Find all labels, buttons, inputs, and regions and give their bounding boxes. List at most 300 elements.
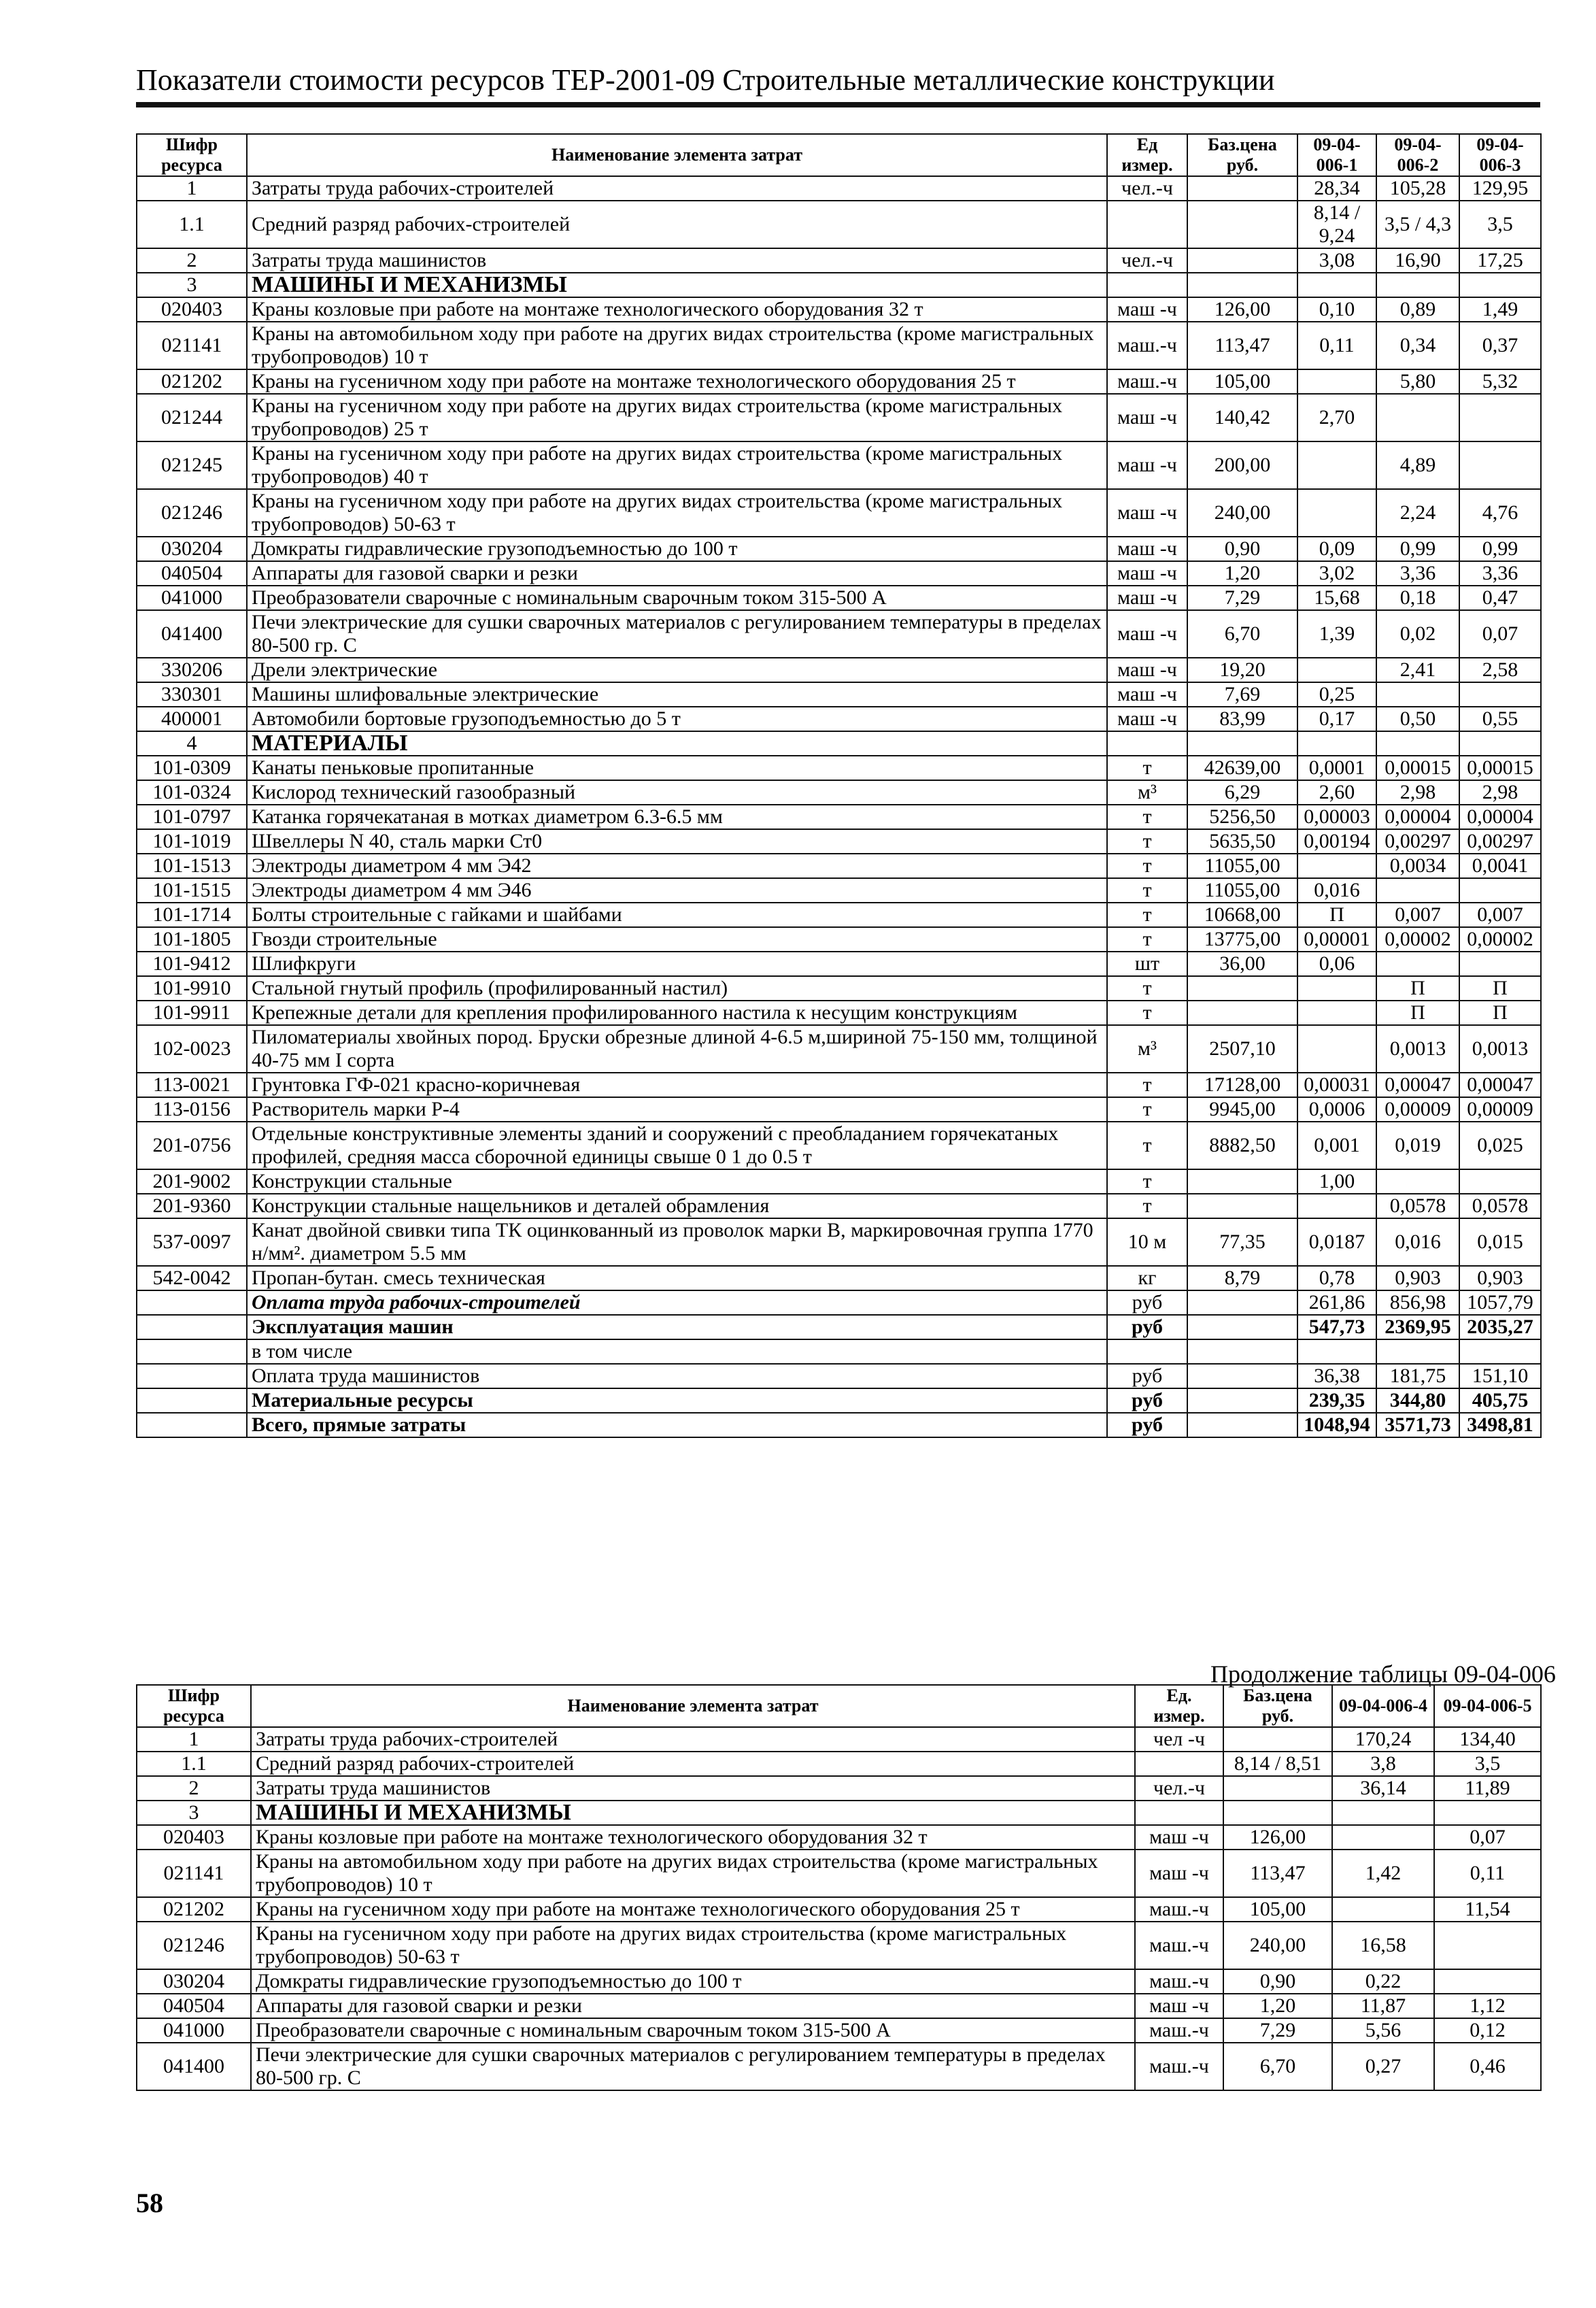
norm-value: 0,00009 (1376, 1097, 1459, 1122)
base-price: 17128,00 (1187, 1073, 1297, 1097)
unit: чел -ч (1135, 1727, 1223, 1752)
resource-name: МАШИНЫ И МЕХАНИЗМЫ (247, 273, 1107, 297)
norm-value: П (1459, 1001, 1541, 1025)
norm-value: 1,49 (1459, 297, 1541, 322)
resource-name: Автомобили бортовые грузоподъемностью до 5 т (247, 707, 1107, 731)
resource-name: Средний разряд рабочих-строителей (247, 201, 1107, 248)
base-price: 11055,00 (1187, 854, 1297, 878)
unit (1107, 273, 1187, 297)
resource-name: Преобразователи сварочные с номинальным сварочным током 315-500 А (251, 2018, 1135, 2043)
table-row (137, 1218, 1541, 1266)
unit: руб (1107, 1315, 1187, 1339)
resource-code: 101-0797 (137, 805, 247, 829)
norm-value: 0,0001 (1297, 756, 1376, 780)
norm-value (1459, 394, 1541, 441)
resource-code: 021244 (137, 394, 247, 441)
resource-code: 1 (137, 176, 247, 201)
unit: маш -ч (1107, 610, 1187, 658)
resource-code: 041400 (137, 610, 247, 658)
table-continuation-caption: Продолжение таблицы 09-04-006 (1210, 1660, 1556, 1688)
norm-value: 0,00194 (1297, 829, 1376, 854)
resource-name: Краны на гусеничном ходу при работе на других видах строительства (кроме магистральных трубопроводов) 25 т (247, 394, 1107, 441)
resource-name: Краны на гусеничном ходу при работе на других видах строительства (кроме магистральных трубопроводов) 40 т (247, 441, 1107, 489)
table-row (137, 2043, 1541, 2090)
norm-value: 3571,73 (1376, 1413, 1459, 1437)
table-row (137, 1315, 1541, 1339)
norm-value: 0,007 (1459, 903, 1541, 927)
base-price: 7,69 (1187, 682, 1297, 707)
norm-value: 0,18 (1376, 586, 1459, 610)
norm-value (1434, 1969, 1541, 1994)
resource-code: 021202 (137, 1897, 251, 1922)
norm-value: 2,70 (1297, 394, 1376, 441)
unit: маш -ч (1107, 297, 1187, 322)
norm-value: 2,24 (1376, 489, 1459, 537)
resource-name: Затраты труда машинистов (247, 248, 1107, 273)
resource-name: Затраты труда рабочих-строителей (251, 1727, 1135, 1752)
base-price: 6,29 (1187, 780, 1297, 805)
norm-value (1297, 731, 1376, 756)
table-row (137, 297, 1541, 322)
resource-name: Краны на гусеничном ходу при работе на монтаже технологического оборудования 25 т (247, 369, 1107, 394)
norm-value: 0,0034 (1376, 854, 1459, 878)
norm-value: 0,07 (1459, 610, 1541, 658)
unit: маш -ч (1135, 1994, 1223, 2018)
norm-value: 0,89 (1376, 297, 1459, 322)
resource-name: Краны на гусеничном ходу при работе на других видах строительства (кроме магистральных трубопроводов) 50-63 т (251, 1922, 1135, 1969)
norm-value: 1,12 (1434, 1994, 1541, 2018)
norm-value: 3,5 / 4,3 (1376, 201, 1459, 248)
unit: маш.-ч (1107, 369, 1187, 394)
unit: маш.-ч (1107, 322, 1187, 369)
table-row (137, 829, 1541, 854)
resource-code: 330206 (137, 658, 247, 682)
unit: маш.-ч (1135, 1922, 1223, 1969)
norm-value: 0,903 (1376, 1266, 1459, 1290)
table1-body (137, 176, 1541, 1437)
norm-value: 1048,94 (1297, 1413, 1376, 1437)
resource-code: 021246 (137, 489, 247, 537)
base-price: 5256,50 (1187, 805, 1297, 829)
table-row (137, 1752, 1541, 1776)
norm-value: 0,007 (1376, 903, 1459, 927)
column-header: 09-04-006-2 (1376, 134, 1459, 176)
resource-name: Грунтовка ГФ-021 красно-коричневая (247, 1073, 1107, 1097)
table-row (137, 1994, 1541, 2018)
norm-value: 0,00004 (1376, 805, 1459, 829)
unit: руб (1107, 1290, 1187, 1315)
unit: чел.-ч (1135, 1776, 1223, 1801)
norm-value: П (1297, 903, 1376, 927)
base-price: 113,47 (1223, 1850, 1332, 1897)
resource-name: Эксплуатация машин (247, 1315, 1107, 1339)
unit: руб (1107, 1413, 1187, 1437)
table-row (137, 1776, 1541, 1801)
resource-code: 041000 (137, 586, 247, 610)
norm-value: 16,90 (1376, 248, 1459, 273)
column-header: Баз.цена руб. (1187, 134, 1297, 176)
base-price (1187, 176, 1297, 201)
resource-name: Шлифкруги (247, 952, 1107, 976)
table-row (137, 1801, 1541, 1825)
base-price (1187, 976, 1297, 1001)
resource-code: 101-0309 (137, 756, 247, 780)
resource-name: Затраты труда рабочих-строителей (247, 176, 1107, 201)
base-price: 240,00 (1187, 489, 1297, 537)
table-row (137, 756, 1541, 780)
base-price: 42639,00 (1187, 756, 1297, 780)
table-row (137, 1850, 1541, 1897)
resource-code: 101-1805 (137, 927, 247, 952)
norm-value: 0,07 (1434, 1825, 1541, 1850)
norm-value: 0,0041 (1459, 854, 1541, 878)
table-row (137, 1388, 1541, 1413)
resource-name: Преобразователи сварочные с номинальным сварочным током 315-500 А (247, 586, 1107, 610)
table-row (137, 927, 1541, 952)
resource-name: Печи электрические для сушки сварочных материалов с регулированием температуры в пределах 80-500 гр. С (247, 610, 1107, 658)
resource-code: 030204 (137, 537, 247, 561)
resource-code: 537-0097 (137, 1218, 247, 1266)
norm-value: 0,00031 (1297, 1073, 1376, 1097)
resource-code: 040504 (137, 561, 247, 586)
norm-value: 2,60 (1297, 780, 1376, 805)
base-price: 0,90 (1187, 537, 1297, 561)
table-row (137, 1290, 1541, 1315)
norm-value: 0,00001 (1297, 927, 1376, 952)
norm-value: 3498,81 (1459, 1413, 1541, 1437)
unit: маш.-ч (1135, 1897, 1223, 1922)
page-header: Показатели стоимости ресурсов ТЕР-2001-09 Строительные металлические конструкции (136, 63, 1275, 97)
base-price: 105,00 (1187, 369, 1297, 394)
norm-value: 3,5 (1434, 1752, 1541, 1776)
norm-value (1297, 441, 1376, 489)
unit: маш -ч (1107, 586, 1187, 610)
base-price: 10668,00 (1187, 903, 1297, 927)
table-row (137, 1097, 1541, 1122)
norm-value: 0,016 (1376, 1218, 1459, 1266)
unit: маш.-ч (1135, 2018, 1223, 2043)
resource-name: Канат двойной свивки типа ТК оцинкованный из проволок марки В, маркировочная группа 1770 н/мм². диаметром 5.5 мм (247, 1218, 1107, 1266)
resource-code: 3 (137, 1801, 251, 1825)
unit: т (1107, 854, 1187, 878)
table-row (137, 1922, 1541, 1969)
norm-value: 0,00047 (1459, 1073, 1541, 1097)
norm-value: 3,02 (1297, 561, 1376, 586)
norm-value: 170,24 (1332, 1727, 1434, 1752)
norm-value (1297, 369, 1376, 394)
resource-code: 020403 (137, 1825, 251, 1850)
unit: маш -ч (1107, 682, 1187, 707)
resource-name: Электроды диаметром 4 мм Э46 (247, 878, 1107, 903)
table-row (137, 805, 1541, 829)
norm-value (1297, 1001, 1376, 1025)
unit: т (1107, 1169, 1187, 1194)
table-row (137, 586, 1541, 610)
resource-table-2 (136, 1684, 1542, 2091)
resource-name: Аппараты для газовой сварки и резки (247, 561, 1107, 586)
norm-value (1376, 731, 1459, 756)
table-row (137, 1727, 1541, 1752)
resource-name: Стальной гнутый профиль (профилированный настил) (247, 976, 1107, 1001)
base-price (1223, 1801, 1332, 1825)
unit: маш -ч (1107, 394, 1187, 441)
header-rule (136, 102, 1540, 107)
resource-name: Швеллеры N 40, сталь марки Ст0 (247, 829, 1107, 854)
norm-value: 0,27 (1332, 2043, 1434, 2090)
base-price: 13775,00 (1187, 927, 1297, 952)
norm-value: 239,35 (1297, 1388, 1376, 1413)
norm-value: 0,0013 (1459, 1025, 1541, 1073)
norm-value (1459, 682, 1541, 707)
norm-value: 0,0187 (1297, 1218, 1376, 1266)
norm-value: 1,39 (1297, 610, 1376, 658)
norm-value (1459, 441, 1541, 489)
unit (1135, 1752, 1223, 1776)
unit: т (1107, 829, 1187, 854)
base-price (1187, 1364, 1297, 1388)
resource-code: 021245 (137, 441, 247, 489)
norm-value: 0,00004 (1459, 805, 1541, 829)
resource-name: Крепежные детали для крепления профилированного настила к несущим конструкциям (247, 1001, 1107, 1025)
table-row (137, 441, 1541, 489)
norm-value: 0,00009 (1459, 1097, 1541, 1122)
norm-value: 0,09 (1297, 537, 1376, 561)
unit: м³ (1107, 1025, 1187, 1073)
base-price (1187, 1413, 1297, 1437)
resource-code: 3 (137, 273, 247, 297)
resource-code: 1.1 (137, 201, 247, 248)
table-row (137, 1169, 1541, 1194)
norm-value: 16,58 (1332, 1922, 1434, 1969)
norm-value: 0,06 (1297, 952, 1376, 976)
norm-value: 1,00 (1297, 1169, 1376, 1194)
norm-value: 0,12 (1434, 2018, 1541, 2043)
resource-code: 201-9360 (137, 1194, 247, 1218)
base-price: 8,14 / 8,51 (1223, 1752, 1332, 1776)
norm-value: 0,17 (1297, 707, 1376, 731)
base-price: 0,90 (1223, 1969, 1332, 1994)
norm-value (1332, 1825, 1434, 1850)
resource-name: Средний разряд рабочих-строителей (251, 1752, 1135, 1776)
norm-value (1376, 1339, 1459, 1364)
base-price (1187, 201, 1297, 248)
norm-value: 2369,95 (1376, 1315, 1459, 1339)
norm-value: 151,10 (1459, 1364, 1541, 1388)
unit: маш -ч (1107, 707, 1187, 731)
unit: 10 м (1107, 1218, 1187, 1266)
resource-name: МАТЕРИАЛЫ (247, 731, 1107, 756)
base-price: 5635,50 (1187, 829, 1297, 854)
norm-value (1434, 1801, 1541, 1825)
column-header: Шифр ресурса (137, 134, 247, 176)
base-price: 126,00 (1223, 1825, 1332, 1850)
table-row (137, 1025, 1541, 1073)
base-price: 8,79 (1187, 1266, 1297, 1290)
resource-name: Домкраты гидравлические грузоподъемностью до 100 т (251, 1969, 1135, 1994)
norm-value: 2,98 (1459, 780, 1541, 805)
resource-table-1 (136, 133, 1542, 1438)
unit: т (1107, 903, 1187, 927)
table-row (137, 976, 1541, 1001)
unit: маш -ч (1135, 1850, 1223, 1897)
resource-name: Электроды диаметром 4 мм Э42 (247, 854, 1107, 878)
table-row (137, 1897, 1541, 1922)
resource-code: 041000 (137, 2018, 251, 2043)
norm-value: 0,22 (1332, 1969, 1434, 1994)
page-number: 58 (136, 2188, 163, 2218)
column-header: 09-04-006-1 (1297, 134, 1376, 176)
norm-value (1376, 1169, 1459, 1194)
unit (1107, 731, 1187, 756)
norm-value: 0,0013 (1376, 1025, 1459, 1073)
table-row (137, 878, 1541, 903)
norm-value: 3,5 (1459, 201, 1541, 248)
resource-name: Краны на гусеничном ходу при работе на других видах строительства (кроме магистральных трубопроводов) 50-63 т (247, 489, 1107, 537)
resource-code: 030204 (137, 1969, 251, 1994)
norm-value: 261,86 (1297, 1290, 1376, 1315)
table-row (137, 1364, 1541, 1388)
unit: т (1107, 1001, 1187, 1025)
norm-value (1459, 952, 1541, 976)
norm-value: 105,28 (1376, 176, 1459, 201)
base-price (1187, 731, 1297, 756)
norm-value: 4,89 (1376, 441, 1459, 489)
table-row (137, 1073, 1541, 1097)
norm-value (1297, 976, 1376, 1001)
resource-name: Канаты пеньковые пропитанные (247, 756, 1107, 780)
norm-value: 0,00297 (1376, 829, 1459, 854)
norm-value: 0,00003 (1297, 805, 1376, 829)
resource-code: 101-1513 (137, 854, 247, 878)
unit (1135, 1801, 1223, 1825)
base-price: 1,20 (1223, 1994, 1332, 2018)
norm-value: 856,98 (1376, 1290, 1459, 1315)
norm-value: 0,25 (1297, 682, 1376, 707)
resource-code: 102-0023 (137, 1025, 247, 1073)
unit: маш -ч (1107, 489, 1187, 537)
resource-name: Пиломатериалы хвойных пород. Бруски обрезные длиной 4-6.5 м,шириной 75-150 мм, толщиной 40-75 мм I сорта (247, 1025, 1107, 1073)
resource-name: Оплата труда машинистов (247, 1364, 1107, 1388)
resource-name: Материальные ресурсы (247, 1388, 1107, 1413)
norm-value: 181,75 (1376, 1364, 1459, 1388)
resource-code: 4 (137, 731, 247, 756)
norm-value: 0,11 (1434, 1850, 1541, 1897)
base-price (1187, 1001, 1297, 1025)
norm-value (1376, 394, 1459, 441)
table-row (137, 273, 1541, 297)
resource-name: Затраты труда машинистов (251, 1776, 1135, 1801)
resource-code: 101-1515 (137, 878, 247, 903)
base-price: 1,20 (1187, 561, 1297, 586)
column-header: Ед. измер. (1135, 1685, 1223, 1727)
unit: маш -ч (1135, 1825, 1223, 1850)
resource-name: Краны козловые при работе на монтаже технологического оборудования 32 т (247, 297, 1107, 322)
norm-value: 0,47 (1459, 586, 1541, 610)
norm-value: 0,00015 (1459, 756, 1541, 780)
norm-value: 3,8 (1332, 1752, 1434, 1776)
norm-value: 1057,79 (1459, 1290, 1541, 1315)
norm-value: 1,42 (1332, 1850, 1434, 1897)
resource-name: Оплата труда рабочих-строителей (247, 1290, 1107, 1315)
resource-code (137, 1413, 247, 1437)
base-price: 140,42 (1187, 394, 1297, 441)
resource-code: 021202 (137, 369, 247, 394)
resource-code (137, 1339, 247, 1364)
base-price: 77,35 (1187, 1218, 1297, 1266)
norm-value: 3,36 (1459, 561, 1541, 586)
resource-code: 101-9910 (137, 976, 247, 1001)
resource-name: Машины шлифовальные электрические (247, 682, 1107, 707)
resource-code: 101-9911 (137, 1001, 247, 1025)
base-price (1187, 1388, 1297, 1413)
base-price: 6,70 (1223, 2043, 1332, 2090)
norm-value: 2,98 (1376, 780, 1459, 805)
table2-header-row (137, 1685, 1541, 1727)
norm-value: П (1459, 976, 1541, 1001)
resource-code: 542-0042 (137, 1266, 247, 1290)
norm-value: 5,56 (1332, 2018, 1434, 2043)
table-row (137, 1825, 1541, 1850)
table-row (137, 2018, 1541, 2043)
norm-value (1376, 952, 1459, 976)
unit: маш -ч (1107, 561, 1187, 586)
norm-value: 4,76 (1459, 489, 1541, 537)
norm-value: 0,11 (1297, 322, 1376, 369)
base-price: 83,99 (1187, 707, 1297, 731)
resource-name: Растворитель марки Р-4 (247, 1097, 1107, 1122)
norm-value (1297, 658, 1376, 682)
table-row (137, 731, 1541, 756)
norm-value (1459, 1339, 1541, 1364)
resource-name: в том числе (247, 1339, 1107, 1364)
norm-value: 0,903 (1459, 1266, 1541, 1290)
base-price: 19,20 (1187, 658, 1297, 682)
table-row (137, 1266, 1541, 1290)
base-price: 113,47 (1187, 322, 1297, 369)
table-row (137, 369, 1541, 394)
base-price: 8882,50 (1187, 1122, 1297, 1169)
norm-value (1297, 1025, 1376, 1073)
base-price (1187, 1339, 1297, 1364)
resource-name: Печи электрические для сушки сварочных материалов с регулированием температуры в пределах 80-500 гр. С (251, 2043, 1135, 2090)
norm-value: 5,32 (1459, 369, 1541, 394)
resource-code (137, 1388, 247, 1413)
table-row (137, 854, 1541, 878)
table-row (137, 1339, 1541, 1364)
column-header: 09-04-006-3 (1459, 134, 1541, 176)
norm-value (1297, 854, 1376, 878)
norm-value (1297, 1339, 1376, 1364)
norm-value: 0,00002 (1376, 927, 1459, 952)
resource-name: Краны на автомобильном ходу при работе на других видах строительства (кроме магистральных трубопроводов) 10 т (247, 322, 1107, 369)
resource-code: 101-1019 (137, 829, 247, 854)
resource-code: 021141 (137, 1850, 251, 1897)
norm-value (1332, 1897, 1434, 1922)
norm-value: 11,87 (1332, 1994, 1434, 2018)
base-price (1187, 273, 1297, 297)
resource-code: 1.1 (137, 1752, 251, 1776)
resource-code: 101-9412 (137, 952, 247, 976)
norm-value (1332, 1801, 1434, 1825)
norm-value: 2,41 (1376, 658, 1459, 682)
norm-value (1459, 731, 1541, 756)
base-price (1187, 248, 1297, 273)
base-price: 7,29 (1187, 586, 1297, 610)
norm-value: 129,95 (1459, 176, 1541, 201)
norm-value: 28,34 (1297, 176, 1376, 201)
resource-code (137, 1315, 247, 1339)
norm-value: 0,019 (1376, 1122, 1459, 1169)
